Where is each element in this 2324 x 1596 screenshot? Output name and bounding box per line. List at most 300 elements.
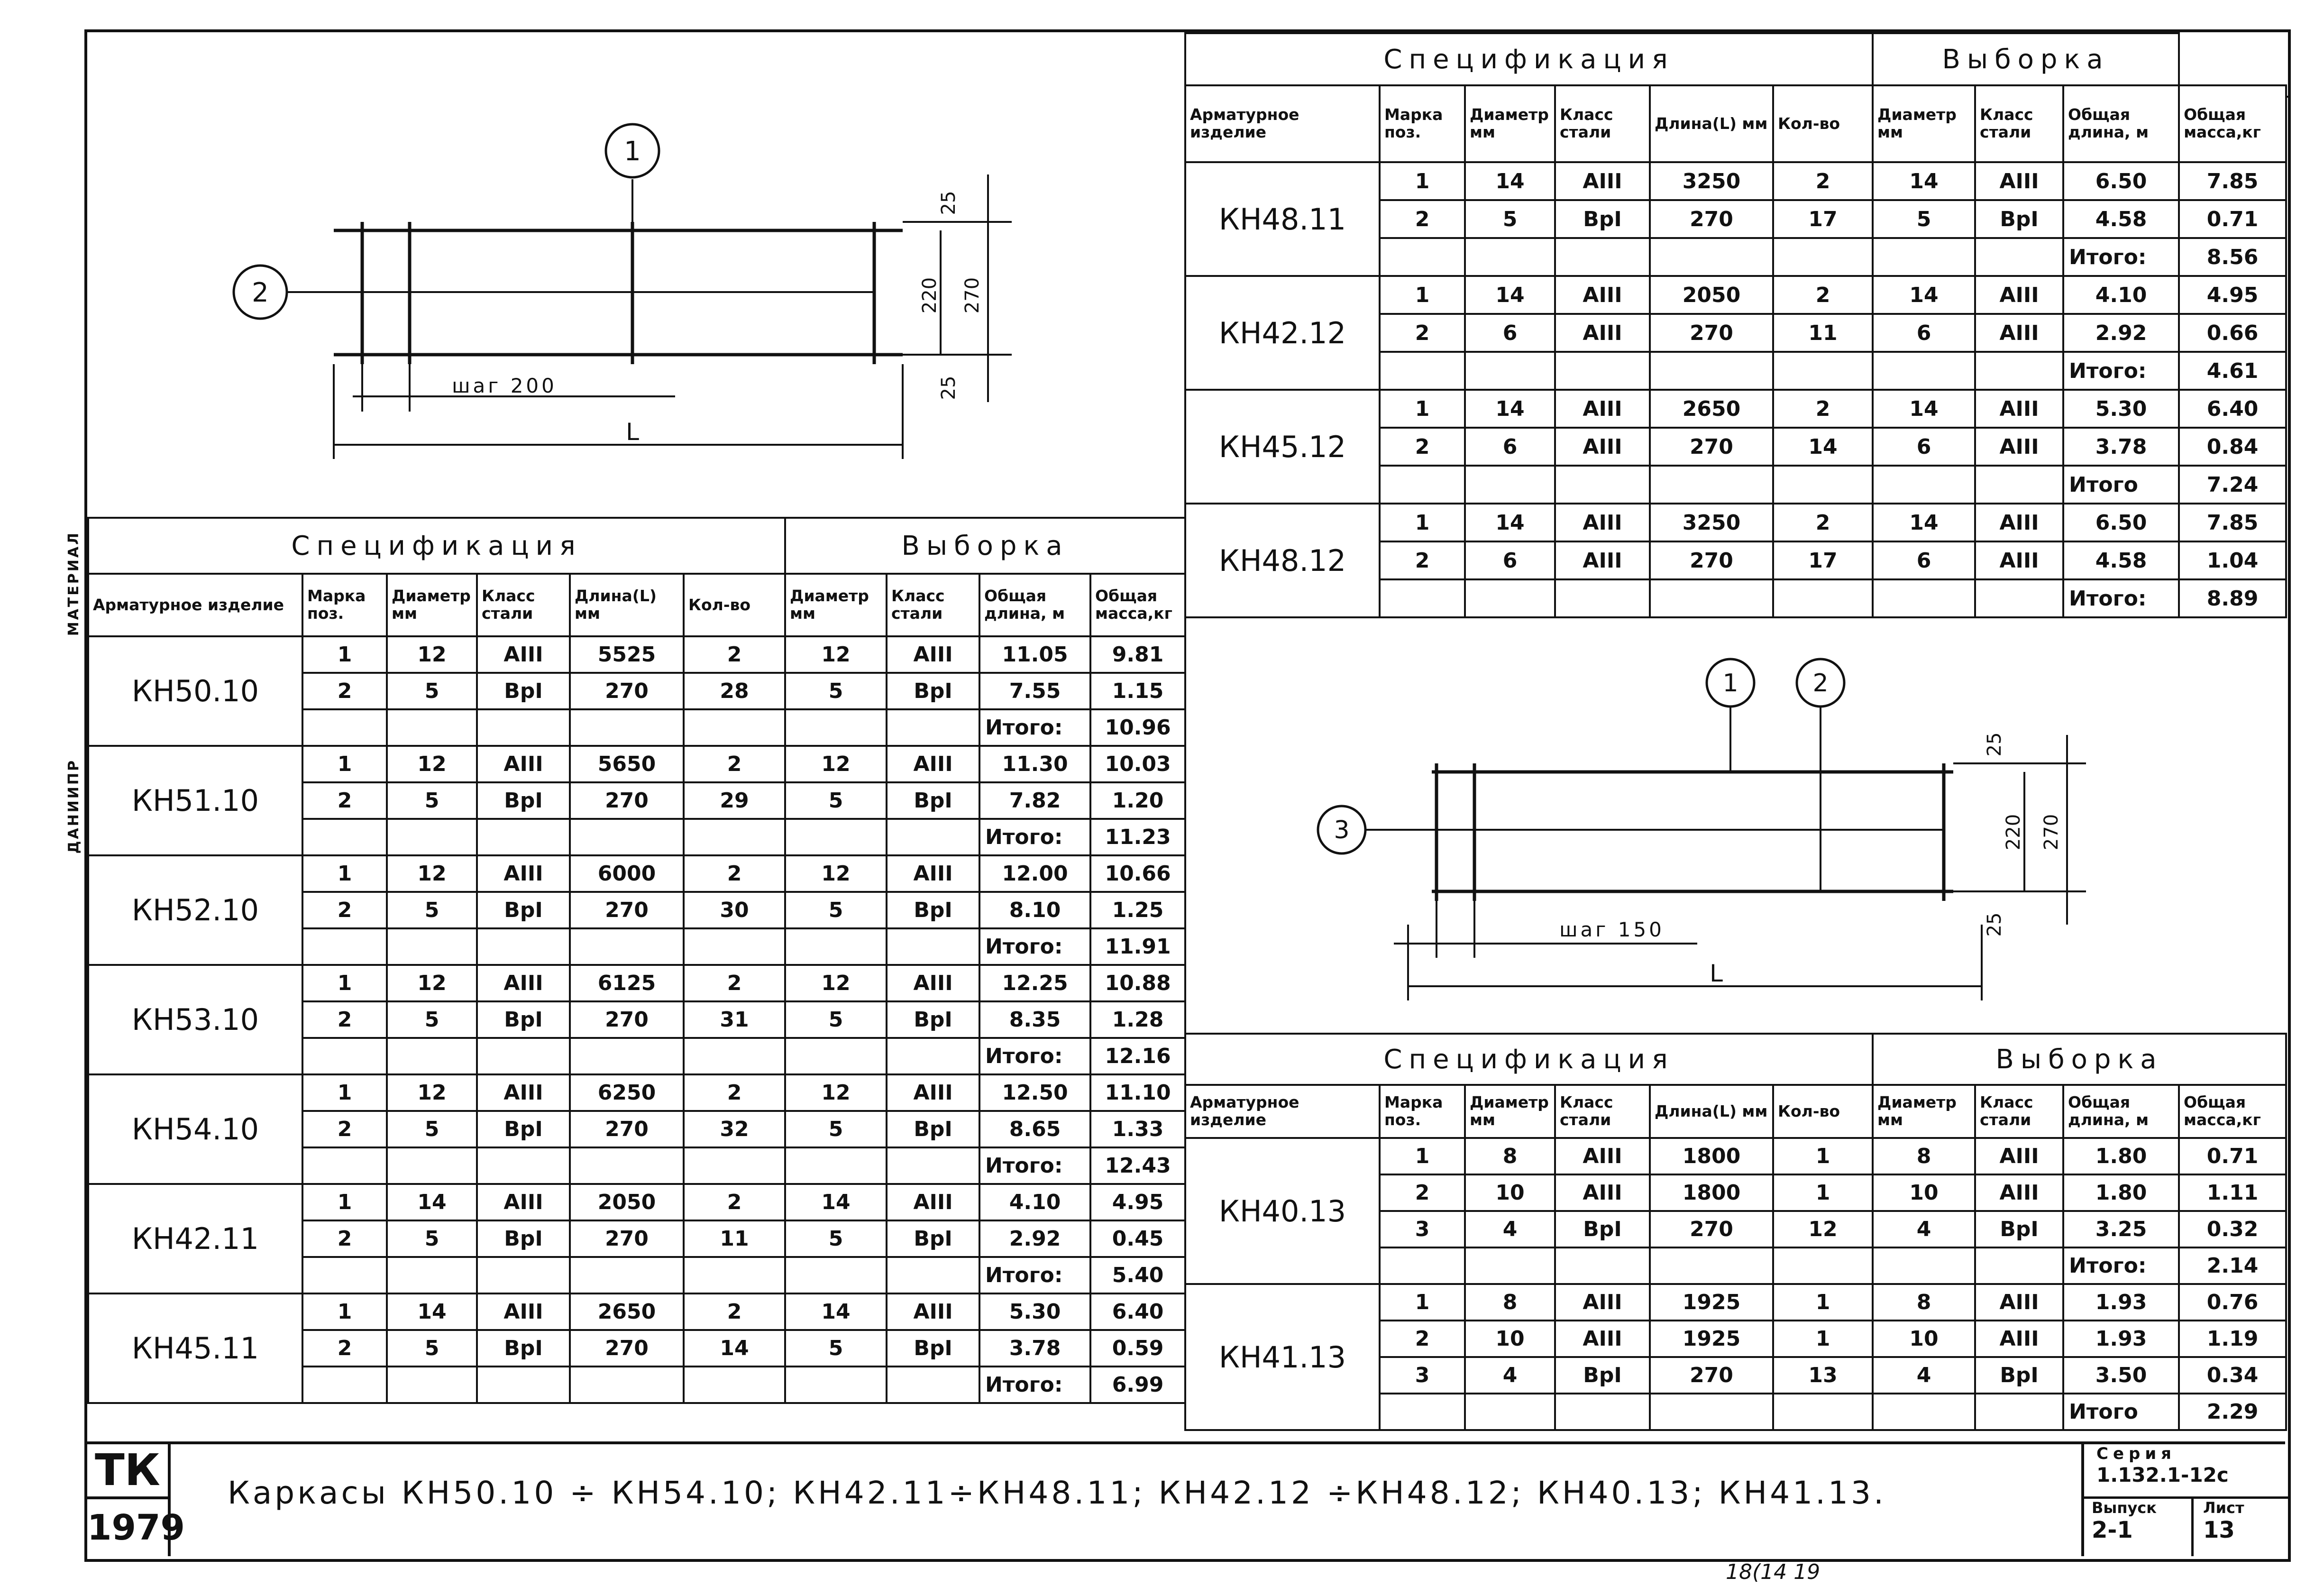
table-cell: [684, 1038, 785, 1074]
table-cell: [1650, 466, 1773, 504]
table-cell: 7.24: [2179, 466, 2286, 504]
table-cell: 12: [387, 746, 477, 782]
table-cell: [785, 1147, 887, 1184]
table-cell: 14: [1465, 162, 1555, 200]
table-cell: 5: [785, 892, 887, 928]
table-cell: 1: [1380, 1284, 1465, 1321]
table-cell: [570, 1367, 684, 1403]
table-cell: 5: [1873, 200, 1975, 238]
table-cell: [684, 1367, 785, 1403]
table-cell: 6: [1465, 428, 1555, 466]
spec-caption: Спецификация: [88, 518, 785, 574]
table-cell: АIII: [1555, 428, 1650, 466]
table-cell: [1465, 466, 1555, 504]
table-cell: АIII: [1975, 504, 2063, 541]
table-cell: [1465, 1394, 1555, 1430]
table-cell: 14: [1873, 162, 1975, 200]
table-cell: [1555, 1247, 1650, 1284]
table-cell: АIII: [887, 1184, 979, 1220]
table-cell: 2: [302, 1001, 387, 1038]
table-cell: АIII: [1975, 541, 2063, 579]
table-cell: АIII: [477, 746, 570, 782]
dim-bottom-25: 25: [938, 376, 960, 400]
table-cell: ВрI: [477, 1330, 570, 1367]
table-cell: [1555, 466, 1650, 504]
col-header: Класс стали: [1975, 85, 2063, 162]
table-cell: 4.10: [979, 1184, 1090, 1220]
table-cell: [1773, 1247, 1873, 1284]
table-cell: ВрI: [477, 782, 570, 819]
table-cell: [887, 928, 979, 965]
table-cell: АIII: [1975, 314, 2063, 352]
col-header: Общая длина, м: [979, 574, 1090, 636]
table-cell: 2: [1773, 276, 1873, 314]
table-cell: 7.85: [2179, 504, 2286, 541]
issue-label: Выпуск: [2092, 1499, 2157, 1517]
table-cell: [1773, 238, 1873, 276]
table-cell: АIII: [1555, 1284, 1650, 1321]
table-cell: 3.78: [979, 1330, 1090, 1367]
table-cell: [887, 1038, 979, 1074]
table-cell: 3250: [1650, 162, 1773, 200]
table-cell: 1.33: [1090, 1111, 1185, 1147]
col-header: Общая масса,кг: [2179, 1085, 2286, 1138]
table-cell: 2: [302, 892, 387, 928]
spec-table-right-bottom: [1184, 1033, 2287, 1431]
table-cell: 7.85: [2179, 162, 2286, 200]
table-cell: 12: [1773, 1211, 1873, 1247]
table-cell: 12: [387, 855, 477, 892]
series-value: 1.132.1-12с: [2096, 1463, 2229, 1486]
table-cell: [387, 1038, 477, 1074]
table-cell: 1: [302, 746, 387, 782]
table-cell: [570, 1147, 684, 1184]
table-cell: [1650, 1247, 1773, 1284]
table-cell: [1873, 466, 1975, 504]
table-cell: 2: [684, 746, 785, 782]
table-cell: 11.91: [1090, 928, 1185, 965]
table-cell: Итого:: [979, 928, 1090, 965]
table-cell: АIII: [1555, 541, 1650, 579]
col-header: Кол-во: [1773, 85, 1873, 162]
table-cell: 2.92: [979, 1220, 1090, 1257]
table-cell: [570, 709, 684, 746]
table-row: [1185, 1138, 2286, 1174]
table-cell: 2: [302, 1111, 387, 1147]
table-cell: 5.30: [2063, 390, 2179, 428]
table-cell: 12: [785, 636, 887, 673]
table-cell: ВрI: [477, 673, 570, 709]
table-cell: 2: [302, 782, 387, 819]
table-cell: 1: [302, 1184, 387, 1220]
table-cell: 2: [684, 1074, 785, 1111]
table-cell: 2: [302, 673, 387, 709]
product-mark: КН41.13: [1185, 1284, 1380, 1430]
table-cell: [785, 928, 887, 965]
table-cell: АIII: [1975, 1174, 2063, 1211]
table-cell: 8.10: [979, 892, 1090, 928]
table-cell: АIII: [1975, 276, 2063, 314]
table-cell: [785, 819, 887, 855]
table-cell: 270: [570, 673, 684, 709]
table-cell: 2: [1773, 162, 1873, 200]
table-cell: [302, 1147, 387, 1184]
table-cell: [1650, 1394, 1773, 1430]
table-cell: [1380, 579, 1465, 617]
table-cell: [1650, 579, 1773, 617]
dim-total-270: 270: [961, 277, 983, 314]
table-cell: ВрI: [477, 1220, 570, 1257]
table-cell: [1465, 1247, 1555, 1284]
table-cell: 12.43: [1090, 1147, 1185, 1184]
table-cell: 2050: [570, 1184, 684, 1220]
table-row: [88, 855, 1185, 892]
table-cell: 0.66: [2179, 314, 2286, 352]
col-header: Кол-во: [684, 574, 785, 636]
spec-caption: Спецификация: [1185, 33, 1873, 85]
table-cell: 8.89: [2179, 579, 2286, 617]
table-cell: 6.50: [2063, 504, 2179, 541]
table-cell: 6000: [570, 855, 684, 892]
table-cell: [1975, 466, 2063, 504]
table-cell: ВрI: [887, 892, 979, 928]
table-cell: [302, 819, 387, 855]
table-cell: [570, 1038, 684, 1074]
table-cell: [887, 1147, 979, 1184]
footer-note: 18(14 19: [1726, 1560, 1821, 1584]
table-cell: Итого:: [979, 1367, 1090, 1403]
table-cell: 270: [570, 1111, 684, 1147]
table-cell: [477, 1147, 570, 1184]
table-cell: 1: [302, 1293, 387, 1330]
table-cell: 0.34: [2179, 1357, 2286, 1394]
table-cell: 12.00: [979, 855, 1090, 892]
table-cell: 6: [1873, 541, 1975, 579]
spec-table-left: [87, 517, 1186, 1404]
table-cell: 1.80: [2063, 1174, 2179, 1211]
table-cell: 2: [684, 965, 785, 1001]
table-cell: [387, 1147, 477, 1184]
table-cell: [570, 819, 684, 855]
table-cell: 17: [1773, 200, 1873, 238]
sheet-title: Каркасы КН50.10 ÷ КН54.10; КН42.11÷КН48.11; КН42.12 ÷КН48.12; КН40.13; КН41.13.: [228, 1475, 1887, 1511]
table-cell: [887, 709, 979, 746]
table-cell: [570, 1257, 684, 1293]
product-mark: КН51.10: [88, 746, 302, 855]
product-mark: КН53.10: [88, 965, 302, 1074]
col-header: Класс стали: [1555, 85, 1650, 162]
table-cell: АIII: [477, 855, 570, 892]
table-cell: 5: [785, 1001, 887, 1038]
table-row: [1185, 504, 2286, 541]
table-cell: [387, 709, 477, 746]
col-header: Арматурное изделие: [88, 574, 302, 636]
spec-table-right-top: [1184, 32, 2287, 618]
table-cell: 2: [1380, 1174, 1465, 1211]
table-cell: 2: [1773, 390, 1873, 428]
col-header: Класс стали: [887, 574, 979, 636]
col-header: Кол-во: [1773, 1085, 1873, 1138]
table-cell: АIII: [887, 1074, 979, 1111]
table-cell: 7.82: [979, 782, 1090, 819]
table-cell: 2: [684, 1293, 785, 1330]
table-cell: 0.32: [2179, 1211, 2286, 1247]
col-header: Диаметр мм: [1873, 85, 1975, 162]
table-cell: [477, 1257, 570, 1293]
table-cell: АIII: [887, 855, 979, 892]
table-cell: ВрI: [887, 782, 979, 819]
sheet-label: Лист: [2203, 1499, 2244, 1517]
table-cell: 10: [1873, 1321, 1975, 1357]
table-cell: [1380, 1247, 1465, 1284]
table-cell: [785, 1038, 887, 1074]
table-cell: 2: [1380, 314, 1465, 352]
table-cell: АIII: [477, 1074, 570, 1111]
col-header: Класс стали: [1975, 1085, 2063, 1138]
table-cell: 1800: [1650, 1174, 1773, 1211]
table-cell: 1.25: [1090, 892, 1185, 928]
table-cell: 1.93: [2063, 1321, 2179, 1357]
table-cell: [1773, 352, 1873, 390]
table-cell: АIII: [477, 1293, 570, 1330]
table-cell: 32: [684, 1111, 785, 1147]
table-cell: 270: [1650, 541, 1773, 579]
table-cell: 5: [387, 782, 477, 819]
table-cell: 1: [1773, 1321, 1873, 1357]
series-box: [2081, 1444, 2288, 1556]
table-cell: АIII: [1975, 390, 2063, 428]
mid-callout-1: 1: [1722, 669, 1738, 697]
table-cell: [1873, 1247, 1975, 1284]
table-cell: [477, 928, 570, 965]
table-cell: 4.95: [1090, 1184, 1185, 1220]
table-cell: 5: [785, 673, 887, 709]
table-cell: 12: [785, 855, 887, 892]
table-cell: 6.40: [2179, 390, 2286, 428]
table-cell: 12: [785, 1074, 887, 1111]
table-cell: [570, 928, 684, 965]
table-cell: [1465, 579, 1555, 617]
table-cell: ВрI: [477, 892, 570, 928]
org-box: [87, 1444, 185, 1556]
table-cell: [1555, 1394, 1650, 1430]
vyborka-caption: Выборка: [1873, 1034, 2286, 1085]
table-cell: 1.80: [2063, 1138, 2179, 1174]
table-cell: 270: [1650, 200, 1773, 238]
table-cell: Итого:: [979, 1257, 1090, 1293]
table-cell: ВрI: [1555, 200, 1650, 238]
table-cell: 2: [684, 855, 785, 892]
table-cell: 0.59: [1090, 1330, 1185, 1367]
table-cell: 6: [1465, 314, 1555, 352]
table-cell: [302, 1038, 387, 1074]
table-cell: АIII: [887, 1293, 979, 1330]
table-cell: [1555, 579, 1650, 617]
table-cell: [477, 819, 570, 855]
table-cell: 1.11: [2179, 1174, 2286, 1211]
table-cell: 2: [1380, 428, 1465, 466]
table-cell: 1: [1773, 1138, 1873, 1174]
table-cell: 270: [570, 782, 684, 819]
table-cell: АIII: [477, 1184, 570, 1220]
sheet-value: 13: [2203, 1517, 2235, 1543]
length-label-mid: L: [1710, 960, 1723, 987]
table-cell: 6: [1873, 428, 1975, 466]
table-cell: 8.65: [979, 1111, 1090, 1147]
table-cell: 270: [1650, 1211, 1773, 1247]
table-cell: АIII: [887, 636, 979, 673]
table-cell: 1: [1380, 276, 1465, 314]
col-header: Марка поз.: [1380, 1085, 1465, 1138]
table-cell: Итого:: [2063, 1247, 2179, 1284]
table-cell: 270: [1650, 428, 1773, 466]
table-cell: [1873, 579, 1975, 617]
table-cell: 270: [1650, 1357, 1773, 1394]
table-cell: 1925: [1650, 1321, 1773, 1357]
table-cell: АIII: [1555, 1174, 1650, 1211]
table-cell: 5.30: [979, 1293, 1090, 1330]
table-cell: Итого:: [2063, 352, 2179, 390]
table-cell: 3.78: [2063, 428, 2179, 466]
table-cell: АIII: [1555, 390, 1650, 428]
table-cell: 14: [1465, 276, 1555, 314]
product-mark: КН42.11: [88, 1184, 302, 1293]
table-cell: [684, 928, 785, 965]
table-cell: ВрI: [887, 1330, 979, 1367]
table-cell: [1975, 1247, 2063, 1284]
table-cell: 2: [684, 636, 785, 673]
table-cell: 14: [1873, 504, 1975, 541]
table-cell: 10.03: [1090, 746, 1185, 782]
table-cell: АIII: [477, 636, 570, 673]
table-row: [88, 965, 1185, 1001]
table-cell: 5: [387, 892, 477, 928]
table-row: [1185, 390, 2286, 428]
col-header: Марка поз.: [302, 574, 387, 636]
spec-caption: Спецификация: [1185, 1034, 1873, 1085]
table-cell: 2: [1380, 1321, 1465, 1357]
table-cell: [302, 709, 387, 746]
table-cell: 6250: [570, 1074, 684, 1111]
col-header: Класс стали: [477, 574, 570, 636]
table-cell: 2650: [570, 1293, 684, 1330]
product-mark: КН42.12: [1185, 276, 1380, 390]
table-cell: [1380, 1394, 1465, 1430]
table-cell: 7.55: [979, 673, 1090, 709]
table-cell: Итого:: [979, 1038, 1090, 1074]
table-cell: 270: [570, 1220, 684, 1257]
table-cell: 1.20: [1090, 782, 1185, 819]
table-cell: 14: [1773, 428, 1873, 466]
table-cell: 30: [684, 892, 785, 928]
table-cell: 1.04: [2179, 541, 2286, 579]
product-mark: КН54.10: [88, 1074, 302, 1184]
col-header: Общая длина, м: [2063, 1085, 2179, 1138]
table-cell: 3: [1380, 1211, 1465, 1247]
table-cell: 1: [1380, 1138, 1465, 1174]
table-cell: [785, 709, 887, 746]
table-cell: 4.10: [2063, 276, 2179, 314]
table-cell: 29: [684, 782, 785, 819]
table-cell: 5: [387, 1001, 477, 1038]
table-cell: [1773, 579, 1873, 617]
table-cell: [1975, 238, 2063, 276]
table-cell: АIII: [1975, 428, 2063, 466]
table-cell: АIII: [477, 965, 570, 1001]
table-cell: 2: [1380, 541, 1465, 579]
table-cell: 5: [785, 782, 887, 819]
mid-dim-inner: 220: [2003, 814, 2024, 851]
table-cell: 5525: [570, 636, 684, 673]
table-cell: 31: [684, 1001, 785, 1038]
table-row: [1185, 276, 2286, 314]
table-cell: 5: [387, 673, 477, 709]
vyborka-caption: Выборка: [785, 518, 1185, 574]
table-cell: 6.50: [2063, 162, 2179, 200]
table-cell: 11.30: [979, 746, 1090, 782]
issue-value: 2-1: [2092, 1517, 2133, 1543]
table-cell: 11: [684, 1220, 785, 1257]
table-cell: 2: [1773, 504, 1873, 541]
product-mark: КН48.11: [1185, 162, 1380, 276]
table-cell: 0.71: [2179, 200, 2286, 238]
table-cell: [1650, 352, 1773, 390]
table-cell: [1873, 352, 1975, 390]
callout-1-label: 1: [624, 136, 641, 167]
product-mark: КН48.12: [1185, 504, 1380, 617]
table-cell: 1: [302, 855, 387, 892]
table-cell: АIII: [1975, 162, 2063, 200]
table-cell: [1380, 238, 1465, 276]
table-cell: 14: [684, 1330, 785, 1367]
table-cell: 0.71: [2179, 1138, 2286, 1174]
table-cell: Итого:: [2063, 238, 2179, 276]
table-cell: 13: [1773, 1357, 1873, 1394]
length-label-top: L: [626, 418, 639, 446]
table-cell: ВрI: [1975, 200, 2063, 238]
table-cell: ВрI: [477, 1111, 570, 1147]
table-cell: 10: [1465, 1321, 1555, 1357]
table-cell: 14: [387, 1293, 477, 1330]
table-cell: АIII: [1555, 162, 1650, 200]
product-mark: КН50.10: [88, 636, 302, 746]
table-cell: [1650, 238, 1773, 276]
table-cell: Итого:: [979, 1147, 1090, 1184]
table-cell: [387, 1367, 477, 1403]
mid-callout-2: 2: [1812, 669, 1829, 697]
table-cell: [887, 1367, 979, 1403]
table-cell: [887, 819, 979, 855]
table-cell: [387, 819, 477, 855]
table-cell: Итого: [2063, 1394, 2179, 1430]
product-mark: КН45.11: [88, 1293, 302, 1403]
table-cell: АIII: [1555, 314, 1650, 352]
table-cell: 3: [1380, 1357, 1465, 1394]
table-cell: 270: [570, 1001, 684, 1038]
col-header: Общая длина, м: [2063, 85, 2179, 162]
table-cell: 1: [1773, 1174, 1873, 1211]
table-cell: 12.50: [979, 1074, 1090, 1111]
table-cell: 2650: [1650, 390, 1773, 428]
table-cell: 1.19: [2179, 1321, 2286, 1357]
table-cell: [1975, 352, 2063, 390]
col-header: Марка поз.: [1380, 85, 1465, 162]
product-mark: КН45.12: [1185, 390, 1380, 504]
table-cell: 4.61: [2179, 352, 2286, 390]
table-cell: 5.40: [1090, 1257, 1185, 1293]
side-label-material: МАТЕРИАЛ: [65, 531, 82, 636]
product-mark: КН40.13: [1185, 1138, 1380, 1284]
